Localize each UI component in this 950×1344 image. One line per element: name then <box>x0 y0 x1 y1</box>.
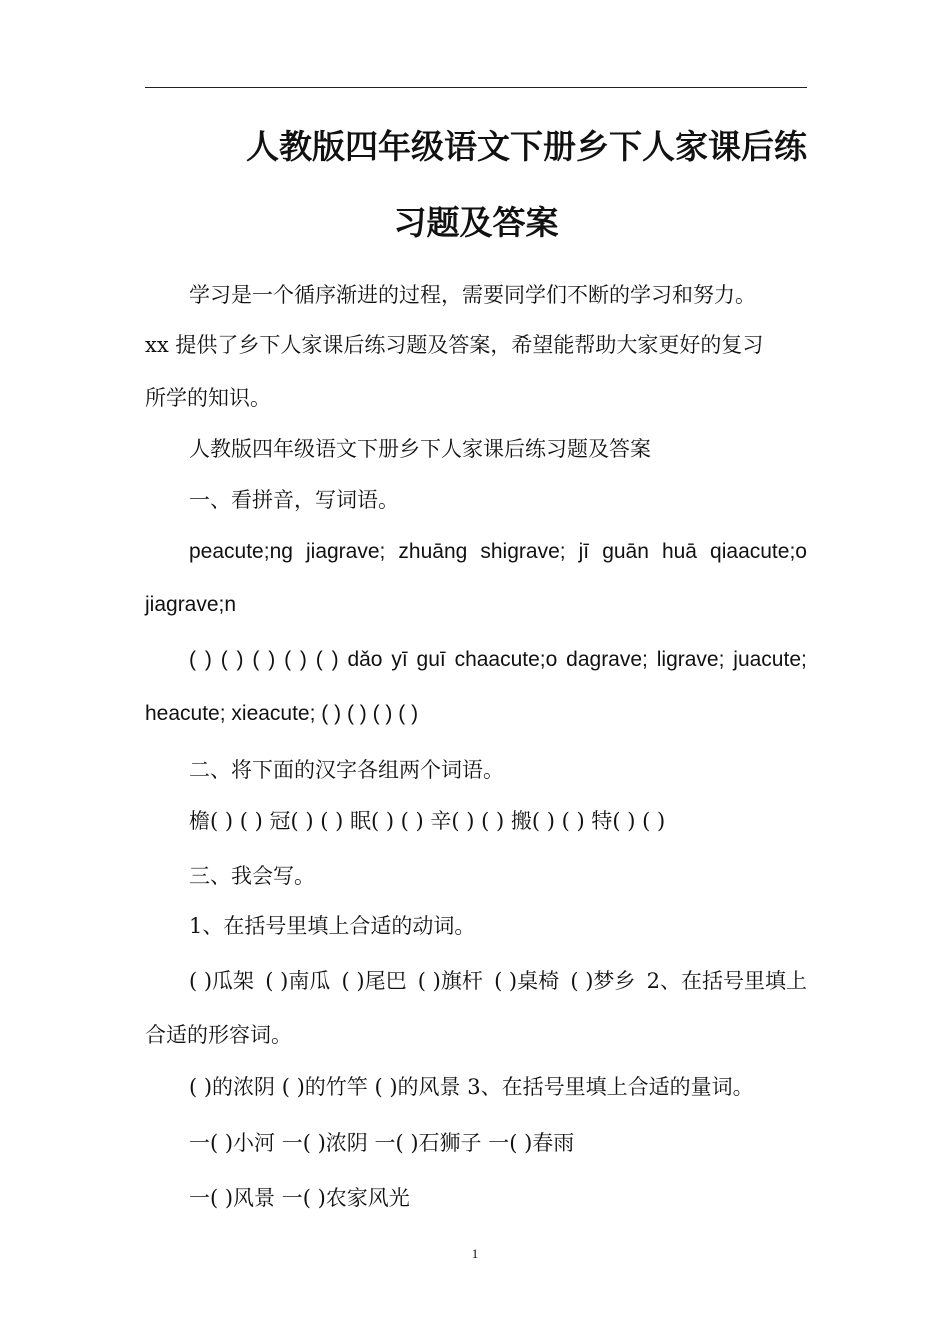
section3-heading: 三、我会写。 <box>189 864 315 888</box>
word-token: jiagrave; <box>305 540 386 563</box>
section1-heading: 一、看拼音，写词语。 <box>189 488 399 512</box>
word-token: qiaacute;o <box>710 540 807 563</box>
word-token: huā <box>661 540 697 563</box>
word-token: ( <box>252 648 260 671</box>
word-token: ( )旗杆 <box>417 969 483 993</box>
header-rule <box>145 87 807 88</box>
pinyin-line3 <box>145 645 807 675</box>
word-token: ) <box>331 648 339 671</box>
pinyin-line2: jiagrave;n <box>145 593 237 616</box>
word-token: ( <box>220 648 228 671</box>
word-token: shigrave; <box>480 540 566 563</box>
word-token: ( )瓜架 <box>189 969 255 993</box>
word-token: ( )梦乡 <box>570 969 636 993</box>
word-token: ( )桌椅 <box>494 969 560 993</box>
word-token: dǎo <box>347 648 383 671</box>
word-token: yī <box>391 648 408 671</box>
word-token: ( <box>189 648 196 671</box>
word-token: ( )南瓜 <box>265 969 331 993</box>
word-token: zhuāng <box>398 540 468 563</box>
intro-line2: xx 提供了乡下人家课后练习题及答案，希望能帮助大家更好的复习 <box>145 333 764 357</box>
word-token: jī <box>578 540 590 563</box>
intro-line1: 学习是一个循序渐进的过程，需要同学们不断的学习和努力。 <box>189 283 756 307</box>
section2-line: 檐( ) ( ) 冠( ) ( ) 眠( ) ( ) 辛( ) ( ) 搬( ) ( ) 特( ) ( ) <box>189 809 666 833</box>
word-token: ( <box>315 648 323 671</box>
word-token: guān <box>602 540 649 563</box>
word-token: dagrave; <box>566 648 648 671</box>
question-1: 1、在括号里填上合适的动词。 <box>189 914 476 938</box>
pinyin-line4: heacute; xieacute; ( ) ( ) ( ) ( ) <box>145 702 419 725</box>
question-2-continue: 合适的形容词。 <box>145 1023 292 1047</box>
question-3-line1: 一( )小河 一( )浓阴 一( )石狮子 一( )春雨 <box>189 1131 575 1155</box>
word-token: peacute;ng <box>189 540 293 563</box>
word-token: ) <box>204 648 212 671</box>
pinyin-line1 <box>145 537 807 567</box>
intro-line3: 所学的知识。 <box>145 386 271 410</box>
word-token: ligrave; <box>656 648 725 671</box>
question-1-items <box>145 966 807 996</box>
word-token: ( <box>284 648 292 671</box>
word-token: 2、在括号里填上 <box>646 969 807 993</box>
word-token: ) <box>268 648 276 671</box>
word-token: juacute; <box>733 648 807 671</box>
subtitle: 人教版四年级语文下册乡下人家课后练习题及答案 <box>189 437 651 461</box>
doc-title-line2: 习题及答案 <box>393 203 559 242</box>
question-3-line2: 一( )风景 一( )农家风光 <box>189 1186 410 1210</box>
word-token: ( )尾巴 <box>341 969 407 993</box>
question-2-items: ( )的浓阴 ( )的竹竿 ( )的风景 3、在括号里填上合适的量词。 <box>189 1075 754 1099</box>
page-number: 1 <box>471 1246 479 1261</box>
word-token: chaacute;o <box>454 648 558 671</box>
word-token: guī <box>416 648 446 671</box>
section2-heading: 二、将下面的汉字各组两个词语。 <box>189 758 504 782</box>
word-token: ) <box>299 648 307 671</box>
word-token: ) <box>236 648 244 671</box>
doc-title-line1: 人教版四年级语文下册乡下人家课后练 <box>246 127 807 166</box>
